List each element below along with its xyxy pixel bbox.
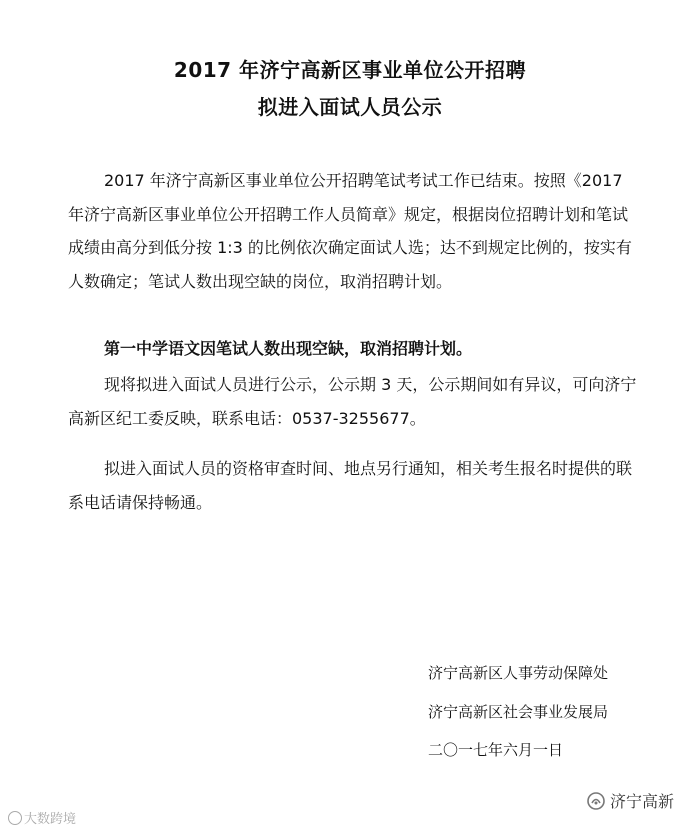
watermark-right — [586, 789, 674, 815]
paragraph-line: 现将拟进入面试人员进行公示，公示期 3 天，公示期间如有异议，可向济宁 — [104, 375, 637, 394]
watermark-logo-icon — [8, 811, 22, 825]
paragraph-line: 2017 年济宁高新区事业单位公开招聘笔试考试工作已结束。按照《2017 — [104, 171, 623, 190]
document-title-line1: 2017 年济宁高新区事业单位公开招聘 — [173, 58, 527, 82]
paragraph-line: 第一中学语文因笔试人数出现空缺，取消招聘计划。 — [104, 339, 473, 358]
watermark-left-text: 大数跨境 — [24, 812, 77, 827]
watermark-left — [8, 808, 76, 827]
paragraph-line: 年济宁高新区事业单位公开招聘工作人员简章》规定，根据岗位招聘计划和笔试 — [68, 204, 629, 224]
paragraph-line: 系电话请保持畅通。 — [68, 492, 213, 512]
signature-date: 二〇一七年六月一日 — [428, 741, 564, 759]
signature-org1: 济宁高新区人事劳动保障处 — [428, 664, 609, 682]
paragraph-line: 高新区纪工委反映，联系电话：0537-3255677。 — [68, 408, 426, 428]
paragraph-line: 成绩由高分到低分按 1:3 的比例依次确定面试人选；达不到规定比例的，按实有 — [68, 238, 632, 257]
paragraph-line: 人数确定；笔试人数出现空缺的岗位，取消招聘计划。 — [68, 271, 453, 291]
document-title-line2: 拟进入面试人员公示 — [257, 95, 443, 119]
paragraph-public-notice — [68, 368, 676, 435]
paragraph-line: 拟进入面试人员的资格审查时间、地点另行通知，相关考生报名时提供的联 — [104, 459, 633, 478]
signature-org2: 济宁高新区社会事业发展局 — [428, 703, 609, 721]
wechat-account-icon — [586, 791, 606, 815]
watermark-right-text: 济宁高新 — [610, 792, 675, 811]
paragraph-vacancy-notice — [96, 332, 676, 366]
paragraph-exam-result — [68, 164, 676, 298]
paragraph-qualification — [68, 452, 676, 519]
